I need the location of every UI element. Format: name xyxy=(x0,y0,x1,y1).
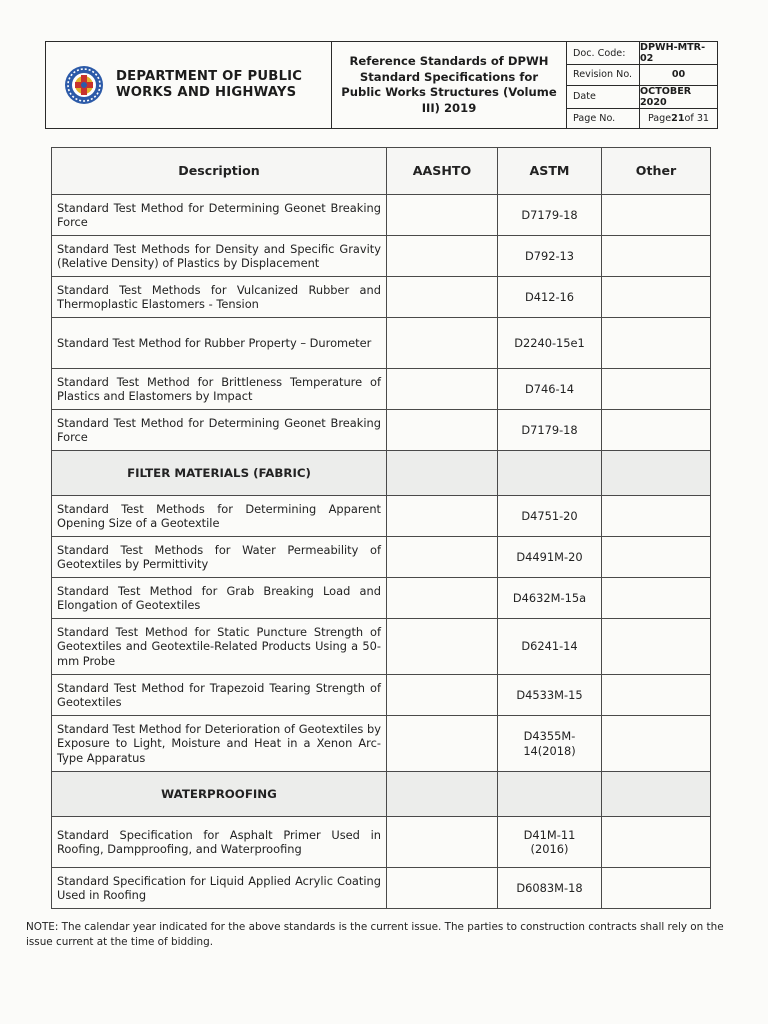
table-row xyxy=(52,619,711,675)
meta-row-doc-code xyxy=(567,42,717,65)
cell-aashto xyxy=(387,496,498,537)
footnote: NOTE: The calendar year indicated for the above standards is the current issue. The parties to construction contracts shall rely on the issue current at the time of bidding. xyxy=(26,921,724,948)
table-row xyxy=(52,868,711,909)
cell-other xyxy=(602,619,711,675)
cell-astm: D4632M-15a xyxy=(498,578,602,619)
cell-aashto xyxy=(387,817,498,868)
section-blank-cell xyxy=(602,451,711,496)
table-row xyxy=(52,277,711,318)
cell-other xyxy=(602,195,711,236)
cell-aashto xyxy=(387,619,498,675)
cell-description: Standard Test Method for Deterioration of Geotextiles by Exposure to Light, Moisture and Heat in a Xenon Arc-Type Apparatus xyxy=(52,716,387,772)
cell-aashto xyxy=(387,578,498,619)
cell-description: Standard Test Methods for Determining Apparent Opening Size of a Geotextile xyxy=(52,496,387,537)
cell-description: Standard Test Method for Determining Geonet Breaking Force xyxy=(52,410,387,451)
cell-aashto xyxy=(387,318,498,369)
cell-aashto xyxy=(387,369,498,410)
cell-astm: D412-16 xyxy=(498,277,602,318)
cell-aashto xyxy=(387,868,498,909)
document-meta xyxy=(567,42,717,128)
section-blank-cell xyxy=(498,772,602,817)
cell-description: Standard Test Method for Grab Breaking Load and Elongation of Geotextiles xyxy=(52,578,387,619)
meta-row-revision xyxy=(567,65,717,86)
column-header-aashto: AASHTO xyxy=(387,148,498,195)
dpwh-seal-icon xyxy=(64,65,104,105)
org-line-2: WORKS AND HIGHWAYS xyxy=(116,85,297,100)
cell-description: Standard Test Method for Trapezoid Tearing Strength of Geotextiles xyxy=(52,675,387,716)
cell-aashto xyxy=(387,675,498,716)
cell-description: Standard Specification for Asphalt Primer Used in Roofing, Dampproofing, and Waterproofing xyxy=(52,817,387,868)
table-row xyxy=(52,675,711,716)
section-blank-cell xyxy=(387,772,498,817)
table-row xyxy=(52,195,711,236)
section-blank-cell xyxy=(498,451,602,496)
meta-value: OCTOBER 2020 xyxy=(640,85,692,108)
cell-other xyxy=(602,716,711,772)
cell-astm: D2240-15e1 xyxy=(498,318,602,369)
cell-description: Standard Test Methods for Density and Specific Gravity (Relative Density) of Plastics by Displacement xyxy=(52,236,387,277)
page-prefix: Page xyxy=(647,112,672,124)
cell-other xyxy=(602,675,711,716)
meta-row-page xyxy=(567,109,717,129)
cell-other xyxy=(602,236,711,277)
column-header-astm: ASTM xyxy=(498,148,602,195)
cell-astm: D746-14 xyxy=(498,369,602,410)
cell-aashto xyxy=(387,236,498,277)
cell-other xyxy=(602,318,711,369)
section-row-filter-materials xyxy=(52,451,711,496)
cell-description: Standard Test Method for Determining Geonet Breaking Force xyxy=(52,195,387,236)
document-header xyxy=(45,41,718,129)
cell-aashto xyxy=(387,537,498,578)
section-title-waterproofing: WATERPROOFING xyxy=(52,772,387,817)
page-suffix: of 31 xyxy=(684,112,710,124)
organization-block xyxy=(46,42,332,128)
column-header-other: Other xyxy=(602,148,711,195)
meta-key: Doc. Code: xyxy=(567,42,640,64)
table-row xyxy=(52,578,711,619)
meta-value: 00 xyxy=(671,69,686,81)
table-row xyxy=(52,817,711,868)
cell-astm: D4751-20 xyxy=(498,496,602,537)
cell-description: Standard Test Method for Brittleness Temperature of Plastics and Elastomers by Impact xyxy=(52,369,387,410)
cell-astm: D4491M-20 xyxy=(498,537,602,578)
cell-description: Standard Test Methods for Water Permeability of Geotextiles by Permittivity xyxy=(52,537,387,578)
cell-description: Standard Test Methods for Vulcanized Rubber and Thermoplastic Elastomers - Tension xyxy=(52,277,387,318)
section-title-filter-materials: FILTER MATERIALS (FABRIC) xyxy=(52,451,387,496)
table-row xyxy=(52,369,711,410)
meta-key: Page No. xyxy=(567,109,640,129)
cell-aashto xyxy=(387,277,498,318)
cell-aashto xyxy=(387,410,498,451)
cell-other xyxy=(602,277,711,318)
cell-astm: D792-13 xyxy=(498,236,602,277)
meta-key: Revision No. xyxy=(567,65,640,85)
cell-description: Standard Test Method for Static Puncture Strength of Geotextiles and Geotextile-Related Products Using a 50-mm Probe xyxy=(52,619,387,675)
table-row xyxy=(52,716,711,772)
table-row xyxy=(52,318,711,369)
table-row xyxy=(52,236,711,277)
cell-other xyxy=(602,578,711,619)
standards-table xyxy=(51,147,711,909)
cell-astm: D6083M-18 xyxy=(498,868,602,909)
section-blank-cell xyxy=(387,451,498,496)
cell-other xyxy=(602,496,711,537)
table-header-row xyxy=(52,148,711,195)
column-header-description: Description xyxy=(52,148,387,195)
cell-astm: D6241-14 xyxy=(498,619,602,675)
meta-key: Date xyxy=(567,86,640,108)
cell-other xyxy=(602,410,711,451)
cell-astm: D4533M-15 xyxy=(498,675,602,716)
cell-description: Standard Specification for Liquid Applied Acrylic Coating Used in Roofing xyxy=(52,868,387,909)
org-line-1: DEPARTMENT OF PUBLIC xyxy=(116,69,303,84)
cell-other xyxy=(602,537,711,578)
cell-description: Standard Test Method for Rubber Property – Durometer xyxy=(52,318,387,369)
cell-astm: D7179-18 xyxy=(498,410,602,451)
page-number: 21 xyxy=(671,112,685,124)
cell-other xyxy=(602,817,711,868)
document-title: Reference Standards of DPWH Standard Specifications for Public Works Structures (Volume III) 2019 xyxy=(332,42,567,128)
cell-other xyxy=(602,868,711,909)
table-row xyxy=(52,537,711,578)
section-row-waterproofing xyxy=(52,772,711,817)
cell-aashto xyxy=(387,716,498,772)
meta-value: DPWH-MTR-02 xyxy=(640,42,706,64)
meta-row-date xyxy=(567,86,717,109)
cell-astm: D41M-11 (2016) xyxy=(498,817,602,868)
table-row xyxy=(52,410,711,451)
organization-name xyxy=(116,69,302,101)
cell-aashto xyxy=(387,195,498,236)
meta-value-page xyxy=(640,109,717,129)
section-blank-cell xyxy=(602,772,711,817)
table-row xyxy=(52,496,711,537)
cell-astm: D4355M-14(2018) xyxy=(498,716,602,772)
cell-astm: D7179-18 xyxy=(498,195,602,236)
cell-other xyxy=(602,369,711,410)
